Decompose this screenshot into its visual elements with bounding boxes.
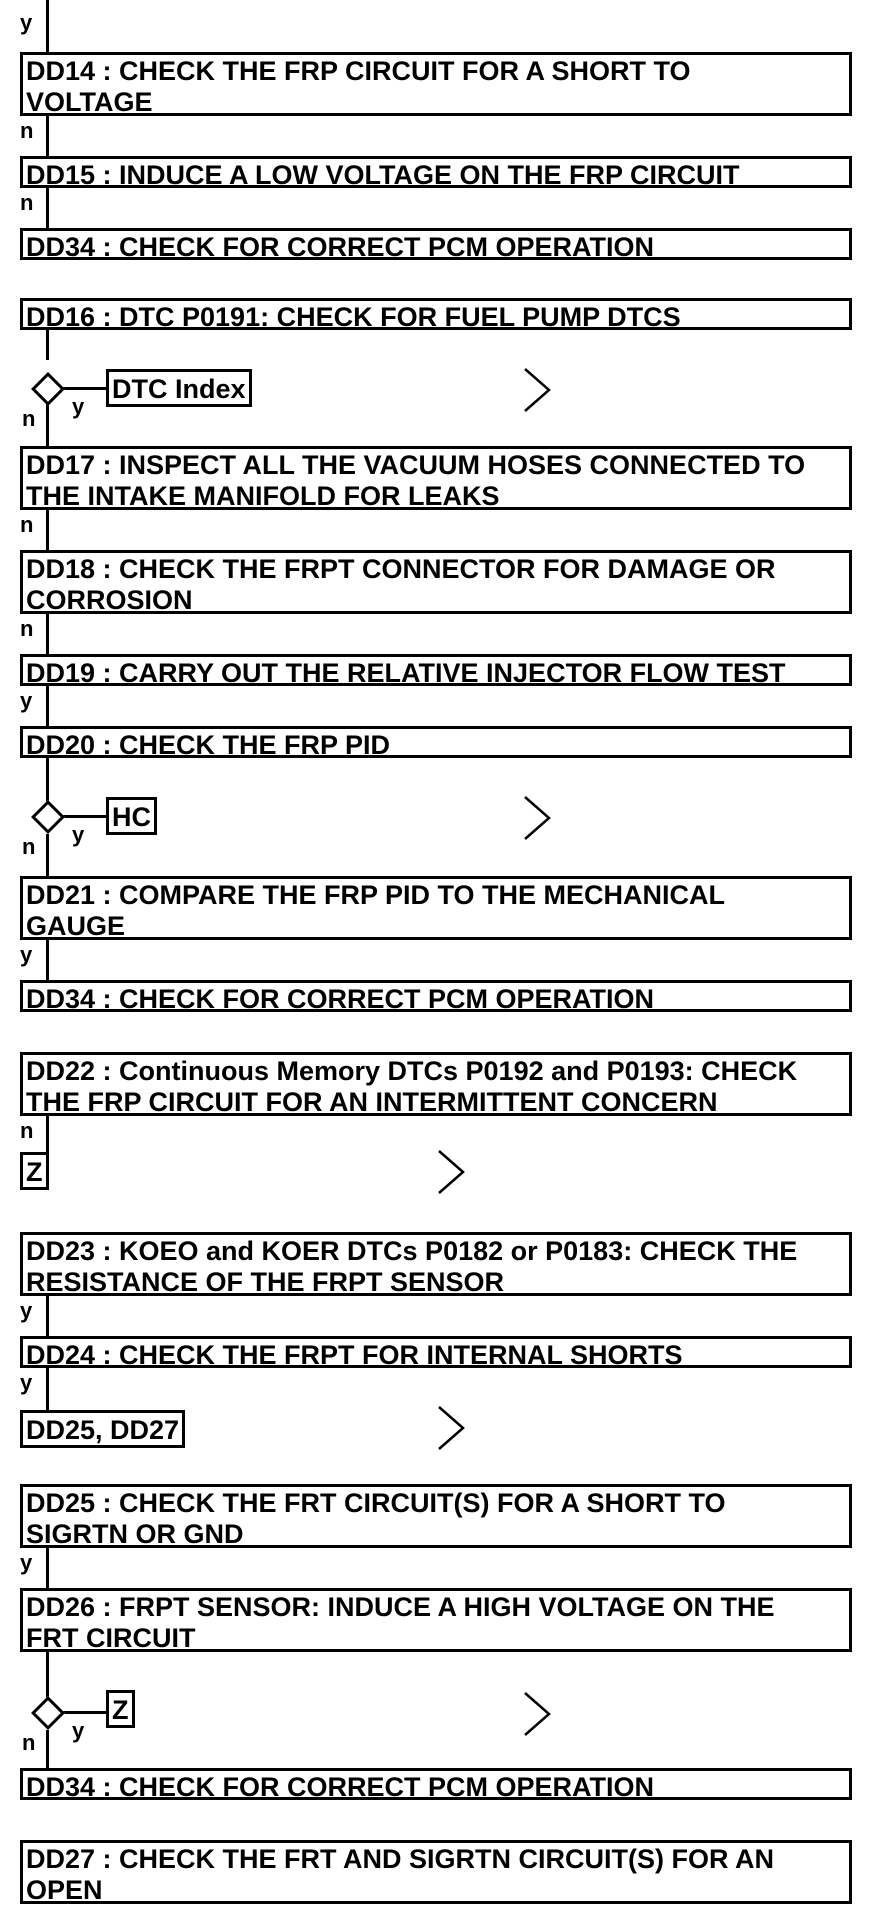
branch-label-no: n — [20, 118, 34, 143]
step-dd27[interactable]: DD27 : CHECK THE FRT AND SIGRTN CIRCUIT(S) FOR AN OPEN — [20, 1840, 852, 1904]
connector-line — [46, 614, 49, 654]
decision-diamond — [31, 800, 65, 834]
connector-line — [62, 815, 108, 818]
connector-line — [46, 1730, 49, 1768]
connector-line — [62, 387, 108, 390]
connector-line — [62, 1711, 108, 1714]
connector-line — [46, 686, 49, 726]
tag-dd25-dd27[interactable]: DD25, DD27 — [20, 1410, 185, 1448]
connector-line — [46, 1652, 49, 1700]
decision-yes-label: y — [72, 822, 85, 847]
connector-line — [46, 116, 49, 156]
step-dd14[interactable]: DD14 : CHECK THE FRP CIRCUIT FOR A SHORT TO VOLTAGE — [20, 52, 852, 116]
step-dd34[interactable]: DD34 : CHECK FOR CORRECT PCM OPERATION — [20, 1768, 852, 1800]
tag-z[interactable]: Z — [20, 1152, 49, 1190]
decision-no-label: n — [22, 406, 36, 431]
step-dd17[interactable]: DD17 : INSPECT ALL THE VACUUM HOSES CONNECTED TO THE INTAKE MANIFOLD FOR LEAKS — [20, 446, 852, 510]
step-dd20[interactable]: DD20 : CHECK THE FRP PID — [20, 726, 852, 758]
connector-line — [46, 510, 49, 550]
branch-label-yes: y — [20, 1370, 33, 1395]
step-dd34[interactable]: DD34 : CHECK FOR CORRECT PCM OPERATION — [20, 228, 852, 260]
step-dd19[interactable]: DD19 : CARRY OUT THE RELATIVE INJECTOR FLOW TEST — [20, 654, 852, 686]
connector-line — [46, 940, 49, 980]
decision-no-label: n — [22, 1730, 36, 1755]
chevron-right-icon[interactable] — [436, 1404, 466, 1452]
connector-line — [46, 1368, 49, 1410]
decision-yes-label: y — [72, 1718, 85, 1743]
connector-line — [46, 330, 49, 360]
connector-line — [46, 1296, 49, 1336]
branch-label-yes: y — [20, 1550, 33, 1575]
step-dd26[interactable]: DD26 : FRPT SENSOR: INDUCE A HIGH VOLTAGE ON THE FRT CIRCUIT — [20, 1588, 852, 1652]
tag-z[interactable]: Z — [106, 1690, 135, 1728]
decision-yes-label: y — [72, 394, 85, 419]
step-dd25[interactable]: DD25 : CHECK THE FRT CIRCUIT(S) FOR A SHORT TO SIGRTN OR GND — [20, 1484, 852, 1548]
connector-line — [46, 402, 49, 450]
tag-dtc-index[interactable]: DTC Index — [106, 369, 252, 407]
step-dd34[interactable]: DD34 : CHECK FOR CORRECT PCM OPERATION — [20, 980, 852, 1012]
decision-diamond — [31, 1696, 65, 1730]
decision-no-label: n — [22, 834, 36, 859]
branch-label-no: n — [20, 190, 34, 215]
connector-line — [46, 188, 49, 228]
branch-label-yes: y — [20, 10, 33, 35]
chevron-right-icon[interactable] — [522, 1690, 552, 1738]
branch-label-no: n — [20, 512, 34, 537]
connector-line — [46, 834, 49, 876]
step-dd22[interactable]: DD22 : Continuous Memory DTCs P0192 and P0193: CHECK THE FRP CIRCUIT FOR AN INTERMITTENT CONCERN — [20, 1052, 852, 1116]
branch-label-no: n — [20, 616, 34, 641]
branch-label-no: n — [20, 1118, 34, 1143]
branch-label-yes: y — [20, 942, 33, 967]
step-dd23[interactable]: DD23 : KOEO and KOER DTCs P0182 or P0183: CHECK THE RESISTANCE OF THE FRPT SENSOR — [20, 1232, 852, 1296]
connector-line — [46, 1116, 49, 1152]
tag-hc[interactable]: HC — [106, 797, 157, 835]
step-dd16[interactable]: DD16 : DTC P0191: CHECK FOR FUEL PUMP DTCS — [20, 298, 852, 330]
step-dd21[interactable]: DD21 : COMPARE THE FRP PID TO THE MECHANICAL GAUGE — [20, 876, 852, 940]
step-dd24[interactable]: DD24 : CHECK THE FRPT FOR INTERNAL SHORTS — [20, 1336, 852, 1368]
chevron-right-icon[interactable] — [522, 794, 552, 842]
connector-line — [46, 1548, 49, 1588]
branch-label-yes: y — [20, 1298, 33, 1323]
chevron-right-icon[interactable] — [522, 366, 552, 414]
connector-line — [46, 0, 49, 52]
step-dd15[interactable]: DD15 : INDUCE A LOW VOLTAGE ON THE FRP CIRCUIT — [20, 156, 852, 188]
step-dd18[interactable]: DD18 : CHECK THE FRPT CONNECTOR FOR DAMAGE OR CORROSION — [20, 550, 852, 614]
branch-label-yes: y — [20, 688, 33, 713]
decision-diamond — [31, 372, 65, 406]
chevron-right-icon[interactable] — [436, 1148, 466, 1196]
